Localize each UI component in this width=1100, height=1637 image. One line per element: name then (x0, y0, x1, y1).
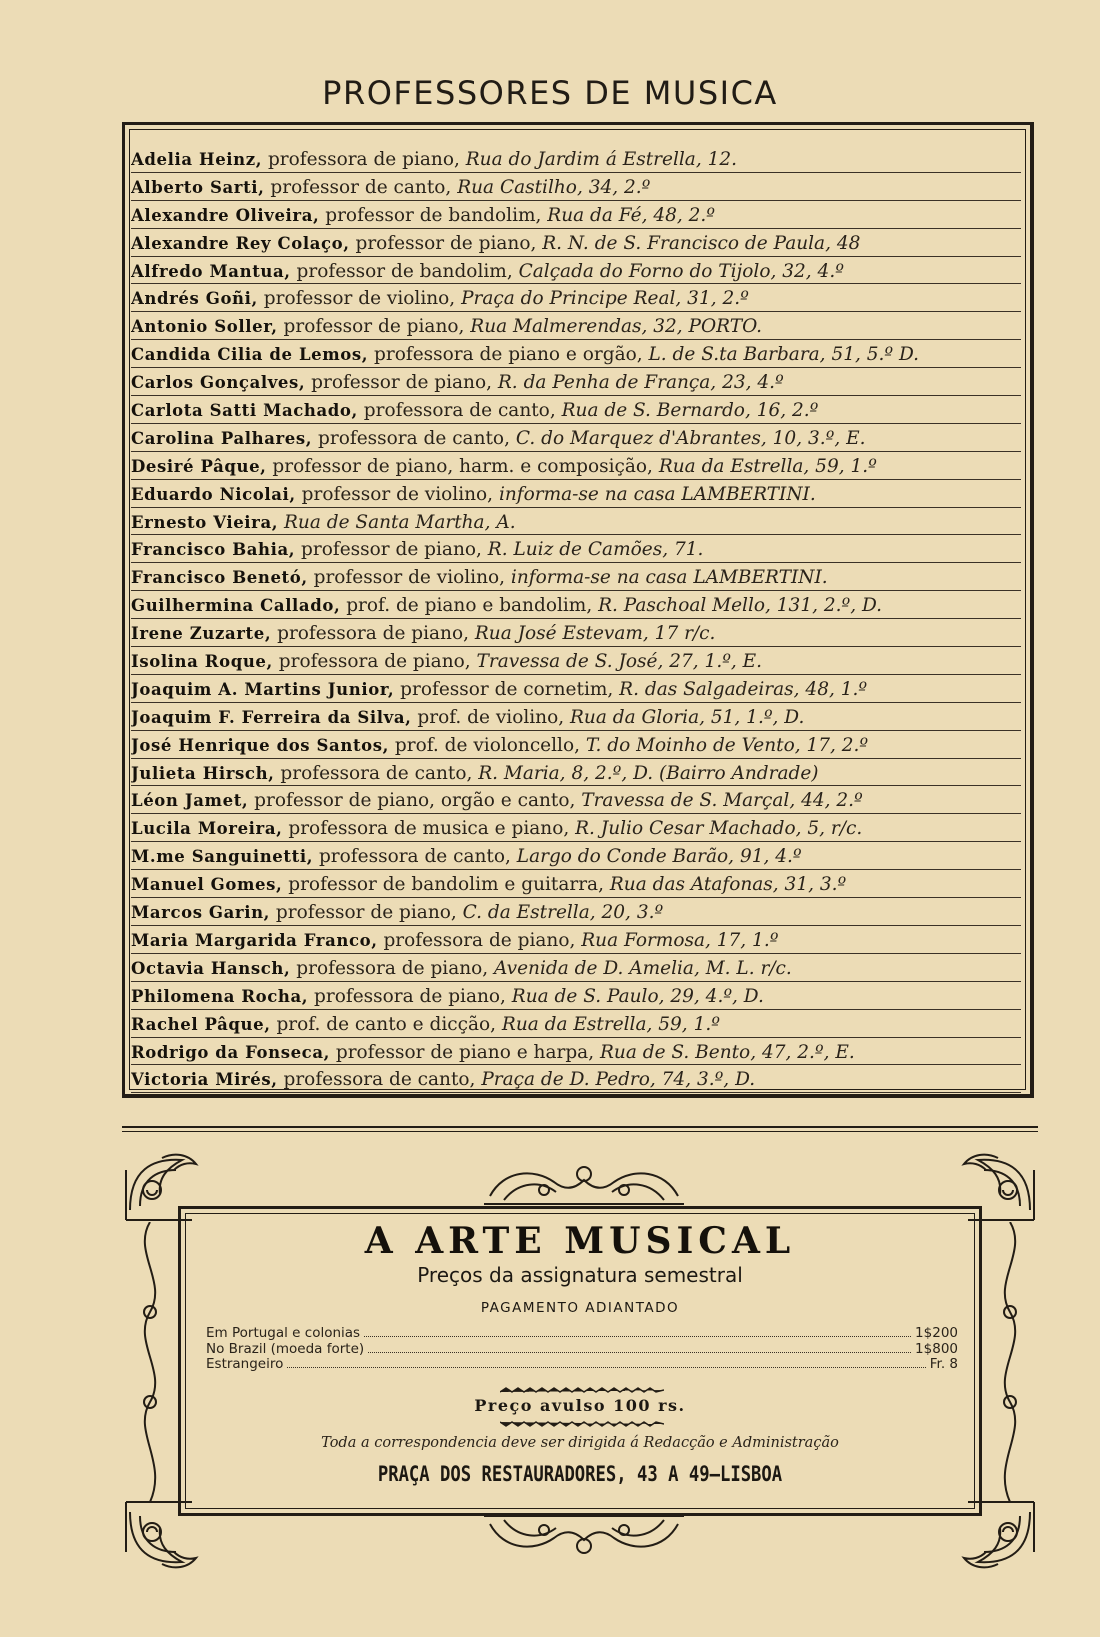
teacher-address: Rua José Estevam, 17 r/c. (474, 623, 716, 645)
teacher-role: prof. de violoncello, (389, 734, 586, 756)
directory-entry (131, 312, 1021, 340)
directory-entry (131, 340, 1021, 368)
teacher-role: professor de piano, harm. e composição, (266, 455, 659, 477)
teacher-name: Francisco Bahia, (131, 540, 296, 560)
teacher-role: professor de cornetim, (394, 678, 620, 700)
divider-zigzag-top (500, 1386, 664, 1394)
teacher-address: R. Julio Cesar Machado, 5, r/c. (575, 818, 863, 840)
directory-entry (131, 284, 1021, 312)
teacher-name: Manuel Gomes, (131, 875, 283, 895)
teacher-role: professora de piano, (262, 149, 466, 170)
teacher-name: Francisco Benetó, (131, 568, 308, 588)
teacher-name: Alexandre Oliveira, (131, 205, 320, 225)
directory-entry (131, 201, 1021, 229)
teacher-role: professora de canto, (277, 1069, 482, 1091)
price-label: Estrangeiro (206, 1356, 284, 1372)
directory-entry (131, 424, 1021, 452)
teacher-address: Travessa de S. Marçal, 44, 2.º (581, 790, 863, 812)
teacher-name: Victoria Mirés, (131, 1070, 278, 1090)
teacher-name: Andrés Goñi, (131, 289, 258, 309)
teacher-address: informa-se na casa LAMBERTINI. (510, 567, 828, 589)
teacher-address: Rua de S. Bento, 47, 2.º, E. (599, 1041, 855, 1063)
price-label: Em Portugal e colonias (206, 1325, 361, 1341)
teacher-name: Carolina Palhares, (131, 428, 313, 448)
directory-entry (131, 480, 1021, 508)
directory-entry (131, 368, 1021, 396)
teacher-address: L. de S.ta Barbara, 51, 5.º D. (648, 344, 920, 366)
teacher-name: Philomena Rocha, (131, 986, 309, 1006)
price-leader-dots (364, 1336, 911, 1337)
teacher-address: Praça do Principe Real, 31, 2.º (461, 288, 749, 310)
teacher-address: Rua Malmerendas, 32, PORTO. (470, 316, 763, 338)
teacher-address: Rua da Fé, 48, 2.º (547, 204, 715, 226)
directory-entry (131, 1038, 1021, 1066)
teacher-role: professor de piano, (305, 372, 498, 394)
teacher-name: Joaquim A. Martins Junior, (131, 679, 395, 699)
price-leader-dots (368, 1352, 911, 1353)
directory-entry (131, 954, 1021, 982)
teacher-name: Candida Cilia de Lemos, (131, 345, 369, 365)
teacher-role: professora de piano, (377, 929, 582, 951)
single-issue-price: Preço avulso 100 rs. (474, 1396, 686, 1415)
teacher-role: professor de bandolim e guitarra, (282, 874, 610, 896)
teacher-name: Eduardo Nicolai, (131, 484, 296, 504)
teacher-address: Rua de S. Paulo, 29, 4.º, D. (511, 985, 764, 1007)
teacher-role: professora de canto, (357, 400, 562, 422)
teacher-address: R. da Penha de França, 23, 4.º (497, 372, 784, 394)
teacher-address: R. Paschoal Mello, 131, 2.º, D. (598, 595, 883, 617)
price-row (206, 1326, 958, 1342)
directory-frame (122, 122, 1034, 1098)
teacher-name: Octavia Hansch, (131, 958, 291, 978)
teacher-name: Irene Zuzarte, (131, 624, 272, 644)
directory-entry (131, 619, 1021, 647)
price-leader-dots (287, 1367, 925, 1368)
directory-entry (131, 1010, 1021, 1038)
teacher-address: Rua da Gloria, 51, 1.º, D. (569, 706, 805, 728)
teacher-name: Desiré Pâque, (131, 456, 267, 476)
teacher-role: professor de violino, (257, 288, 462, 310)
teacher-address: Travessa de S. José, 27, 1.º, E. (476, 651, 763, 673)
teacher-role: professor de bandolim, (290, 260, 519, 282)
directory-entry (131, 591, 1021, 619)
directory-entry (131, 926, 1021, 954)
teacher-role: prof. de violino, (411, 706, 570, 728)
teacher-address: Rua de Santa Martha, A. (284, 511, 516, 533)
teacher-name: Alexandre Rey Colaço, (131, 233, 350, 253)
directory-entry (131, 675, 1021, 703)
teacher-address: Calçada do Forno do Tijolo, 32, 4.º (518, 260, 844, 282)
directory-entry (131, 731, 1021, 759)
teacher-address: Largo do Conde Barão, 91, 4.º (516, 846, 802, 868)
teacher-address: Rua das Atafonas, 31, 3.º (609, 874, 847, 896)
teacher-role: professora de piano, (271, 623, 475, 645)
teacher-address: Rua Castilho, 34, 2.º (457, 176, 651, 198)
teacher-role: professor de piano, (349, 232, 543, 254)
teacher-role: professora de piano, (272, 651, 477, 673)
price-row (206, 1342, 958, 1358)
teacher-name: Adelia Heinz, (131, 150, 263, 169)
directory-entry (131, 703, 1021, 731)
teacher-name: Léon Jamet, (131, 791, 249, 811)
price-value: 1$800 (915, 1340, 958, 1357)
directory-entry (131, 870, 1021, 898)
directory-entry (131, 814, 1021, 842)
directory-entry (131, 173, 1021, 201)
teacher-role: professora de canto, (312, 427, 516, 449)
teacher-name: Julieta Hirsch, (131, 763, 275, 783)
teacher-address: T. do Moinho de Vento, 17, 2.º (585, 734, 869, 756)
teacher-name: Alberto Sarti, (131, 177, 265, 197)
teacher-role: professor de violino, (307, 567, 511, 589)
teacher-address: R. Luiz de Camões, 71. (487, 539, 704, 561)
teacher-role: prof. de canto e dicção, (270, 1013, 502, 1035)
price-label: No Brazil (moeda forte) (206, 1340, 365, 1357)
directory-entry (131, 257, 1021, 285)
teacher-role: professora de piano, (290, 957, 495, 979)
teacher-address: C. do Marquez d'Abrantes, 10, 3.º, E. (515, 427, 866, 449)
teacher-name: Antonio Soller, (131, 317, 278, 337)
directory-entry (131, 759, 1021, 787)
directory-entry (131, 535, 1021, 563)
teacher-role: professor de piano, (270, 902, 463, 924)
directory-entry (131, 563, 1021, 591)
directory-entry (131, 898, 1021, 926)
teacher-address: Rua da Estrella, 59, 1.º (501, 1013, 720, 1035)
teacher-role: professor de piano, (277, 316, 471, 338)
price-value: 1$200 (915, 1325, 958, 1341)
directory-entry (131, 647, 1021, 675)
teacher-role: professora de canto, (274, 762, 479, 784)
directory-list (131, 145, 1021, 1093)
teacher-name: Guilhermina Callado, (131, 596, 341, 616)
teacher-name: Carlos Gonçalves, (131, 373, 306, 393)
payment-note: PAGAMENTO ADIANTADO (480, 1300, 680, 1316)
teacher-address: Avenida de D. Amelia, M. L. r/c. (494, 957, 792, 979)
directory-entry (131, 229, 1021, 257)
teacher-role: professor de piano e harpa, (329, 1041, 600, 1063)
price-list (206, 1326, 958, 1373)
page-title: PROFESSORES DE MUSICA (322, 74, 778, 112)
teacher-role: professora de canto, (313, 846, 517, 868)
directory-entry (131, 145, 1021, 173)
directory-entry (131, 508, 1021, 536)
office-address: PRAÇA DOS RESTAURADORES, 43 A 49—LISBOA (377, 1462, 783, 1486)
teacher-role: professor de violino, (295, 483, 499, 505)
directory-entry (131, 396, 1021, 424)
ornament-top-center (484, 1160, 684, 1206)
magazine-title: A ARTE MUSICAL (364, 1220, 796, 1262)
directory-entry (131, 982, 1021, 1010)
teacher-address: Rua do Jardim á Estrella, 12. (465, 149, 738, 170)
teacher-role: professor de piano, orgão e canto, (248, 790, 582, 812)
directory-entry (131, 786, 1021, 814)
ornament-left-side (122, 1222, 178, 1502)
teacher-role: professora de piano e orgão, (368, 344, 649, 366)
divider-zigzag-bottom (500, 1420, 664, 1428)
teacher-address: informa-se na casa LAMBERTINI. (498, 483, 816, 505)
teacher-name: Isolina Roque, (131, 652, 273, 672)
subscription-subtitle: Preços da assignatura semestral (417, 1263, 743, 1287)
teacher-role: professora de piano, (308, 985, 512, 1007)
teacher-address: Rua Formosa, 17, 1.º (581, 929, 779, 951)
teacher-name: Carlota Satti Machado, (131, 401, 358, 421)
teacher-address: C. da Estrella, 20, 3.º (462, 902, 664, 924)
teacher-name: José Henrique dos Santos, (131, 735, 390, 755)
teacher-name: Rachel Pâque, (131, 1014, 271, 1034)
teacher-name: M.me Sanguinetti, (131, 847, 314, 867)
teacher-name: Rodrigo da Fonseca, (131, 1042, 330, 1062)
teacher-address: Praça de D. Pedro, 74, 3.º, D. (481, 1069, 756, 1091)
teacher-role: professora de musica e piano, (282, 818, 576, 840)
teacher-name: Maria Margarida Franco, (131, 930, 378, 950)
teacher-role: professor de piano, (295, 539, 488, 561)
price-value: Fr. 8 (929, 1356, 958, 1372)
ornament-right-side (982, 1222, 1038, 1502)
teacher-address: R. Maria, 8, 2.º, D. (Bairro Andrade) (478, 762, 819, 784)
teacher-name: Marcos Garin, (131, 903, 271, 923)
directory-entry (131, 452, 1021, 480)
teacher-name: Lucila Moreira, (131, 819, 283, 839)
teacher-name: Joaquim F. Ferreira da Silva, (131, 707, 412, 727)
teacher-role: professor de canto, (264, 176, 458, 198)
price-row (206, 1357, 958, 1373)
teacher-address: Rua da Estrella, 59, 1.º (658, 455, 877, 477)
section-divider-thin (122, 1131, 1038, 1132)
teacher-name: Ernesto Vieira, (131, 512, 279, 532)
correspondence-note: Toda a correspondencia deve ser dirigida á Redacção e Administração (321, 1435, 839, 1451)
directory-entry (131, 1065, 1021, 1093)
teacher-role: professor de bandolim, (319, 204, 548, 226)
teacher-name: Alfredo Mantua, (131, 261, 291, 281)
teacher-address: R. das Salgadeiras, 48, 1.º (619, 678, 868, 700)
teacher-address: R. N. de S. Francisco de Paula, 48 (542, 232, 861, 254)
teacher-address: Rua de S. Bernardo, 16, 2.º (561, 400, 819, 422)
teacher-role: prof. de piano e bandolim, (340, 595, 599, 617)
ornament-bottom-center (484, 1514, 684, 1560)
section-divider (122, 1126, 1038, 1128)
directory-entry (131, 842, 1021, 870)
